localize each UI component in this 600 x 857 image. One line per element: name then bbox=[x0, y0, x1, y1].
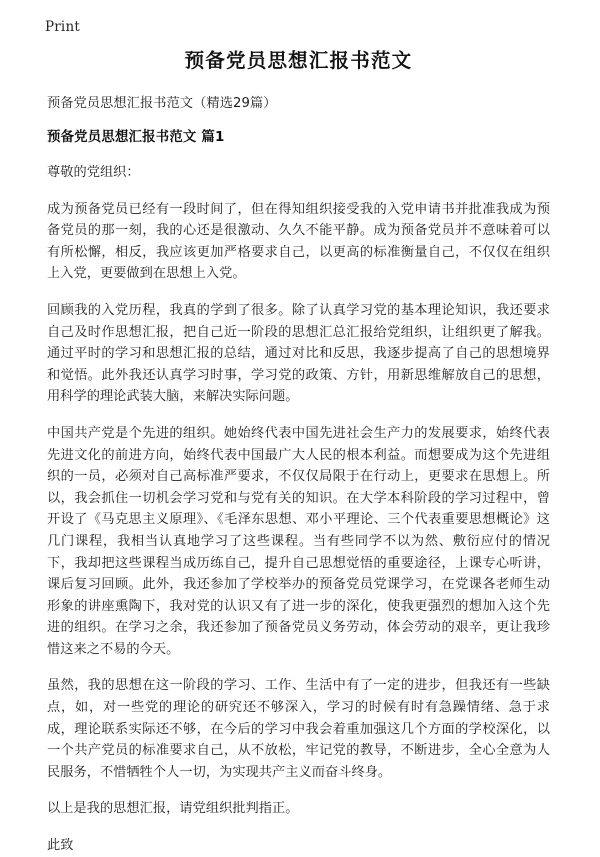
document-subtitle: 预备党员思想汇报书范文（精选29篇） bbox=[47, 96, 277, 111]
document-content bbox=[47, 48, 550, 857]
body-paragraph-2: 回顾我的入党历程，我真的学到了很多。除了认真学习党的基本理论知识，我还要求自己及时作思想汇报，把自己近一阶段的思想汇总汇报给党组织，让组织更了解我。通过平时的学习和思想汇报的总结，通过对比和反思，我逐步提高了自己的思想境界和觉悟。此外我还认真学习时事，学习党的政策、方针，用新思维解放自己的思想，用科学的理论武装大脑，来解决实际问题。 bbox=[47, 302, 550, 405]
sign-off: 此致 bbox=[47, 838, 74, 854]
body-paragraph-4: 虽然，我的思想在这一阶段的学习、工作、生活中有了一定的进步，但我还有一些缺点，如，对一些党的理论的研究还不够深入，学习的时候有时有急躁情绪、急于求成，理论联系实际还不够，在今后的学习中我会着重加强这几个方面的学校深化，以一个共产党员的标准要求自己，从不放松，牢记党的教导，不断进步，全心全意为人民服务，不惜牺牲个人一切，为实现共产主义而奋斗终身。 bbox=[47, 678, 550, 780]
section-heading: 预备党员思想汇报书范文 篇1 bbox=[47, 130, 225, 145]
closing-paragraph: 以上是我的思想汇报，请党组织批判指正。 bbox=[47, 801, 299, 817]
body-paragraph-1: 成为预备党员已经有一段时间了，但在得知组织接受我的入党申请书并批准我成为预备党员的那一刻，我的心还是很激动、久久不能平静。成为预备党员并不意味着可以有所松懈，相反，我应该更加严格要求自己，以更高的标准衡量自己，不仅仅在组织上入党，更要做到在思想上入党。 bbox=[47, 201, 550, 282]
salutation: 尊敬的党组织： bbox=[47, 165, 140, 180]
print-link[interactable]: Print bbox=[45, 19, 80, 35]
page-title: 预备党员思想汇报书范文 bbox=[184, 49, 413, 72]
body-paragraph-3: 中国共产党是个先进的组织。她始终代表中国先进社会生产力的发展要求，始终代表先进文化的前进方向，始终代表中国最广大人民的根本利益。而想要成为这个先进组织的一员，必须对自己高标准严要求，不仅仅局限于在行动上，更要求在思想上。所以，我会抓住一切机会学习党和与党有关的知识。在大学本科阶段的学习过程中，曾开设了《马克思主义原理》、《毛泽东思想、邓小平理论、三个代表重要思想概论》这几门课程，我相当认真地学习了这些课程。当有些同学不以为然、敷衍应付的情况下，我却把这些课程当成历练自己，提升自己思想觉悟的重要途径，上课专心听讲，课后复习回顾。此外，我还参加了学校举办的预备党员党课学习，在党课各老师生动形象的讲座熏陶下，我对党的认识又有了进一步的深化，使我更强烈的想加入这个先进的组织。在学习之余，我还参加了预备党员义务劳动，体会劳动的艰辛，更让我珍惜这来之不易的今天。 bbox=[47, 425, 550, 657]
